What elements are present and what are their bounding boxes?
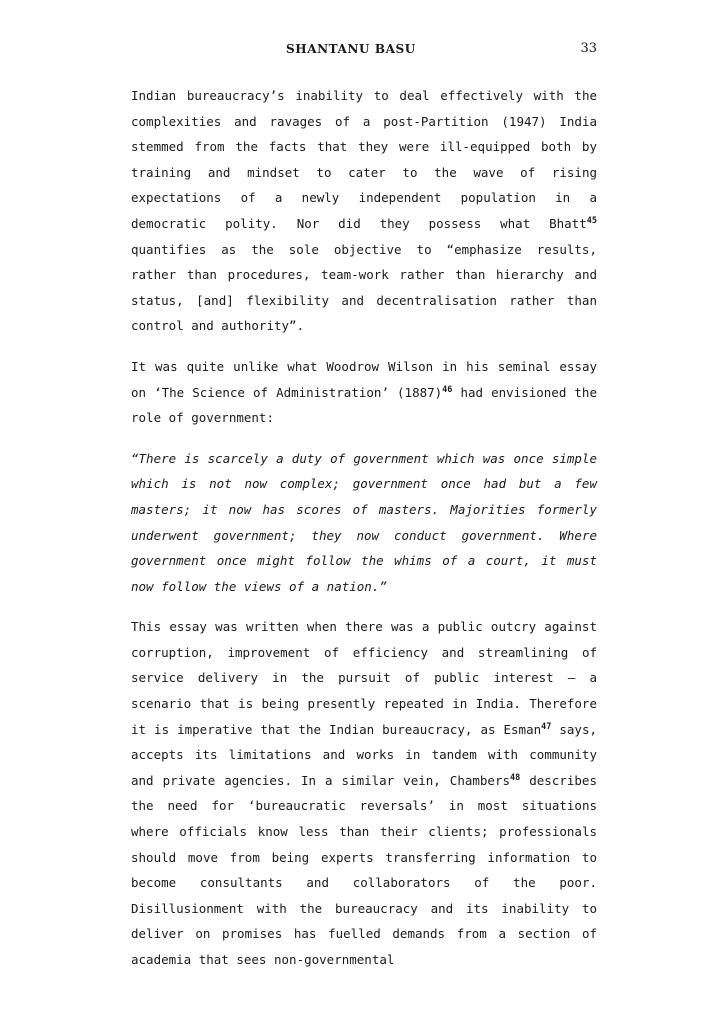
paragraph-1-text-b: quantifies as the sole objective to “emphasize results, rather than procedures, team-work rather than hierarchy and status, [and] flexibility and decentralisation rather than control and authority”.: [131, 241, 597, 334]
block-quote: [131, 446, 597, 600]
paragraph-2: [131, 354, 597, 431]
document-page: [131, 36, 597, 988]
block-quote-text: “There is scarcely a duty of government which was once simple which is not now complex; government once had but a few masters; it now has scores of masters. Majorities formerly underwent government; they now conduct government. Where government once might follow the whims of a court, it must now follow the views of a nation.”: [131, 450, 597, 594]
paragraph-3-text-a: This essay was written when there was a public outcry against corruption, improvement of efficiency and streamlining of service delivery in the pursuit of public interest – a scenario that is being presently repeated in India. Therefore it is imperative that the Indian bureaucracy, as Esman: [131, 619, 597, 737]
paragraph-3: [131, 614, 597, 972]
paragraph-1-text-a: Indian bureaucracy’s inability to deal effectively with the complexities and ravages of a post-Partition (1947) India stemmed from the facts that they were ill-equipped both by training and mindset to cater to the wave of rising expectations of a newly independent population in a democratic polity. Nor did they possess what Bhatt: [131, 88, 597, 231]
footnote-ref-48: 48: [510, 772, 521, 783]
paragraph-3-text-b: says, accepts its limitations and works in tandem with community and private agencies. In a similar vein, Chambers: [131, 721, 597, 788]
page-number: 33: [580, 41, 597, 56]
paragraph-3-text-c: describes the need for ‘bureaucratic reversals’ in most situations where officials know less than their clients; professionals should move from being experts transferring information to become consultants and collaborators of the poor. Disillusionment with the bureaucracy and its inability to deliver on promises has fuelled demands from a section of academia that sees non-governmental: [131, 772, 597, 967]
footnote-ref-46: 46: [442, 384, 453, 395]
footnote-ref-45: 45: [586, 215, 597, 226]
header-author: SHANTANU BASU: [286, 42, 416, 56]
body-text: [131, 83, 597, 973]
paragraph-2-text-b: had envisioned the role of government:: [131, 384, 597, 426]
footnote-ref-47: 47: [541, 721, 552, 732]
running-header: [131, 36, 597, 66]
paragraph-1: [131, 83, 597, 339]
paragraph-2-text-a: It was quite unlike what Woodrow Wilson in his seminal essay on ‘The Science of Administration’ (1887): [131, 358, 597, 400]
